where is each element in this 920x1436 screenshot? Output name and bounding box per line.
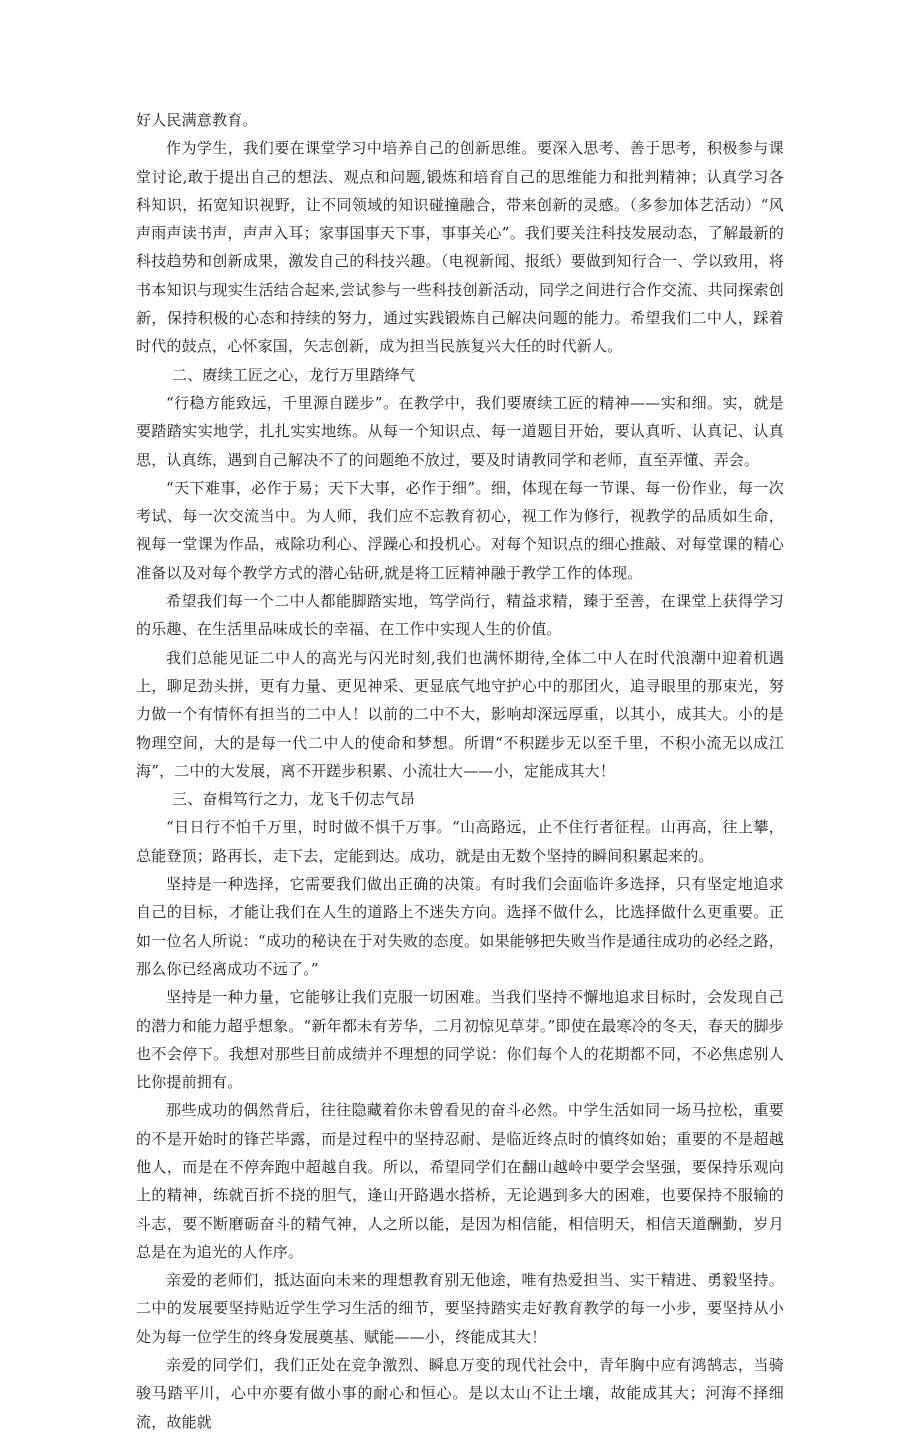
paragraph-teachers: 亲爱的老师们，抵达面向未来的理想教育别无他途，唯有热爱担当、实干精进、勇毅坚持。二中的发展要坚持贴近学生学习生活的细节，要坚持踏实走好教育教学的每一小步，要坚持从小处为每一位学生的终身发展奠基、赋能——小，终能成其大！ (136, 1271, 784, 1346)
paragraph-school-vision: 我们总能见证二中人的高光与闪光时刻,我们也满怀期待,全体二中人在时代浪潮中迎着机遇上，聊足劲头拼，更有力量、更见神采、更显底气地守护心中的那团火，追寻眼里的那束光，努力做一个有情怀有担当的二中人！以前的二中不大，影响却深远厚重，以其小，成其大。小的是物理空间，大的是每一代二中人的使命和梦想。所谓“不积蹉步无以至千里，不积小流无以成江海”，二中的大发展，离不开蹉步积累、小流壮大——小，定能成其大！ (136, 648, 784, 780)
paragraph-student-innovation: 作为学生，我们要在课堂学习中培养自己的创新思维。要深入思考、善于思考，积极参与课堂讨论,敢于提出自己的想法、观点和问题,锻炼和培育自己的思维能力和批判精神；认真学习各科知识，拓宽知识视野，让不同领域的知识碰撞融合，带来创新的灵感。（多参加体艺活动）“风声雨声读书声，声声入耳；家事国事天下事，事事关心”。我们要关注科技发展动态，了解最新的科技趋势和创新成果，激发自己的科技兴趣。（电视新闻、报纸）要做到知行合一、学以致用，将书本知识与现实生活结合起来,尝试参与一些科技创新活动，同学之间进行合作交流、共同探索创新，保持积极的心态和持续的努力，通过实践锻炼自己解决问题的能力。希望我们二中人，踩着时代的鼓点，心怀家国，矢志创新，成为担当民族复兴大任的时代新人。 (136, 139, 784, 356)
paragraph-craftsman-detail: “天下难事，必作于易；天下大事，必作于细”。细，体现在每一节课、每一份作业，每一次考试、每一次交流当中。为人师，我们应不忘教育初心，视工作为修行，视教学的品质如生命，视每一堂课为作品，戒除功利心、浮躁心和投机心。对每个知识点的细心推敲、对每堂课的精心准备以及对每个教学方式的潜心钻研,就是将工匠精神融于教学工作的体现。 (136, 478, 784, 582)
document-body (136, 106, 784, 1436)
paragraph-persistence-choice: 坚持是一种选择，它需要我们做出正确的决策。有时我们会面临许多选择，只有坚定地追求自己的目标，才能让我们在人生的道路上不迷失方向。选择不做什么，比选择做什么更重要。正如一位名人所说：“成功的秘诀在于对失败的态度。如果能够把失败当作是通往成功的必经之路，那么你已经离成功不远了。” (136, 875, 784, 978)
paragraph-marathon: 那些成功的偶然背后，往往隐藏着你未曾看见的奋斗必然。中学生活如同一场马拉松，重要的不是开始时的锋芒毕露，而是过程中的坚持忍耐、是临近终点时的慎终如始；重要的不是超越他人，而是在不停奔跑中超越自我。所以，希望同学们在翻山越岭中要学会坚强，要保持乐观向上的精神，练就百折不挠的胆气，逢山开路遇水搭桥，无论遇到多大的困难，也要保持不服输的斗志，要不断磨砺奋斗的精气神，人之所以能，是因为相信能，相信明天，相信天道酬勤，岁月总是在为追光的人作序。 (136, 1101, 784, 1261)
paragraph-students: 亲爱的同学们，我们正处在竞争激烈、瞬息万变的现代社会中，青年胸中应有鸿鹄志，当骑骏马踏平川，心中亦要有做小事的耐心和恒心。是以太山不让土壤，故能成其大；河海不择细流，故能就 (136, 1356, 784, 1431)
paragraph-persistence-power: 坚持是一种力量，它能够让我们克服一切困难。当我们坚持不懈地追求目标时，会发现自己的潜力和能力超乎想象。“新年都未有芳华，二月初惊见草芽。”即使在最寒冷的冬天，春天的脚步也不会停下。我想对那些目前成绩并不理想的同学说：你们每个人的花期都不同，不必焦虑别人比你提前拥有。 (136, 988, 784, 1092)
section-heading-3: 三、奋楫笃行之力，龙飞千仞志气昂 (172, 790, 416, 809)
paragraph-daily-progress: “日日行不怕千万里，时时做不惧千万事。“山高路远，止不住行者征程。山再高，往上攀，总能登顶；路再长，走下去，定能到达。成功，就是由无数个坚持的瞬间积累起来的。 (136, 818, 784, 865)
paragraph-craftsman-solid: “行稳方能致远，千里源自蹉步”。在教学中，我们要赓续工匠的精神——实和细。实，就是要踏踏实实地学，扎扎实实地练。从每一个知识点、每一道题目开始，要认真听、认真记、认真思，认真练，遇到自己解决不了的问题绝不放过，要及时请教同学和老师，直至弄懂、弄会。 (136, 393, 784, 469)
paragraph-continuation: 好人民满意教育。 (136, 111, 258, 129)
section-heading-2: 二、赓续工匠之心，龙行万里踏绛气 (172, 365, 416, 384)
paragraph-hope: 希望我们每一个二中人都能脚踏实地，笃学尚行，精益求精，臻于至善，在课堂上获得学习的乐趣、在生活里品味成长的幸福、在工作中实现人生的价值。 (136, 592, 784, 639)
